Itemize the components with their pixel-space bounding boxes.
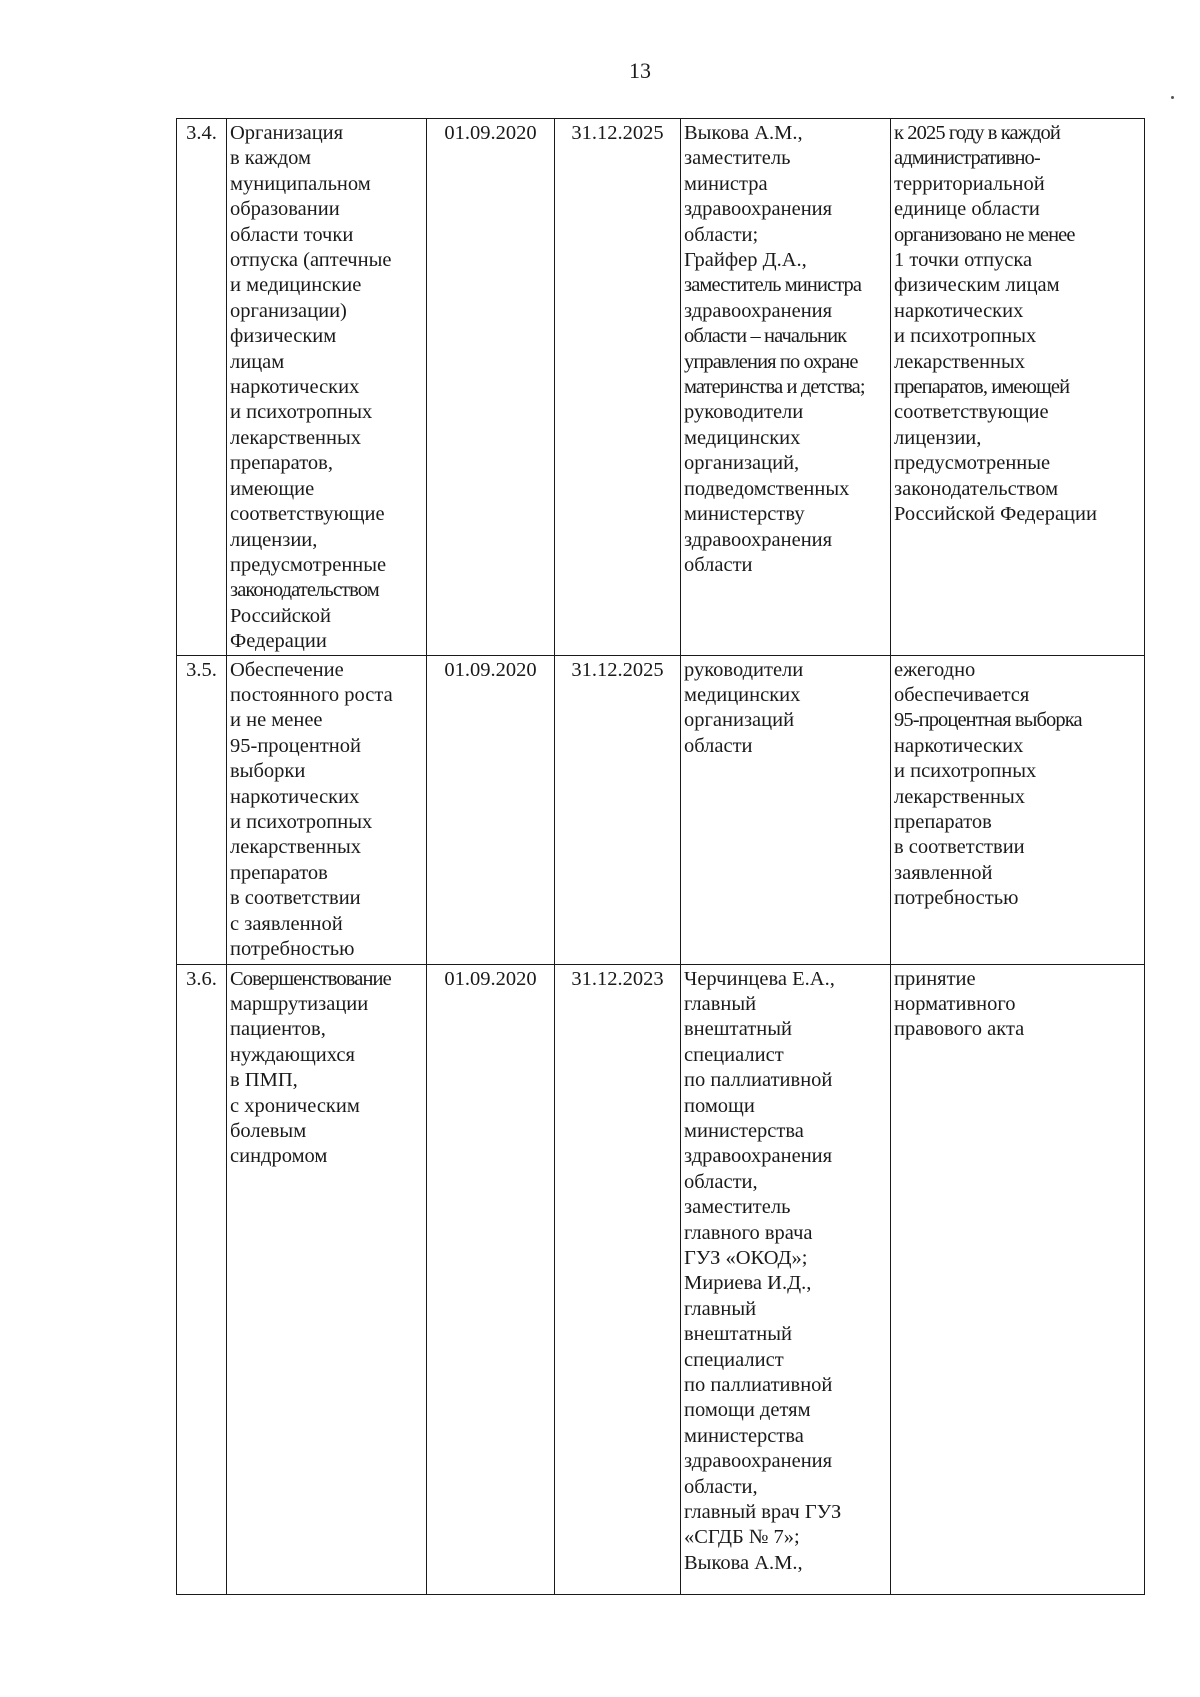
table-row bbox=[177, 119, 1145, 656]
measures-table bbox=[176, 118, 1145, 1595]
responsible-cell: Черчинцева Е.А., главный внештатный специалист по паллиативной помощи министерства здравоохранения области, заместитель главного врача ГУЗ «ОКОД»; Мириева И.Д., главный внештатный специалист по паллиативной помощи детям министерства здравоохранения области, главный врач ГУЗ «СГДБ № 7»; Выкова А.М., bbox=[681, 964, 891, 1594]
event-cell: Обеспечение постоянного роста и не менее 95-процентной выборки наркотических и психотропных лекарственных препаратов в соответствии с заявленной потребностью bbox=[227, 655, 427, 964]
row-number: 3.4. bbox=[177, 119, 227, 656]
result-cell: ежегодно обеспечивается 95-процентная выборка наркотических и психотропных лекарственных препаратов в соответствии заявленной потребностью bbox=[891, 655, 1145, 964]
row-number: 3.6. bbox=[177, 964, 227, 1594]
table-row bbox=[177, 964, 1145, 1594]
row-number: 3.5. bbox=[177, 655, 227, 964]
start-date: 01.09.2020 bbox=[427, 119, 555, 656]
responsible-cell: руководители медицинских организаций области bbox=[681, 655, 891, 964]
scan-speck bbox=[1171, 96, 1174, 99]
start-date: 01.09.2020 bbox=[427, 655, 555, 964]
result-cell: принятие нормативного правового акта bbox=[891, 964, 1145, 1594]
end-date: 31.12.2023 bbox=[555, 964, 681, 1594]
table-row bbox=[177, 655, 1145, 964]
event-cell: Совершенствование маршрутизации пациентов, нуждающихся в ПМП, с хроническим болевым синдромом bbox=[227, 964, 427, 1594]
page-number: 13 bbox=[629, 58, 651, 83]
responsible-cell: Выкова А.М., заместитель министра здравоохранения области; Грайфер Д.А., заместитель министра здравоохранения области – начальник управления по охране материнства и детства; руководители медицинских организаций, подведомственных министерству здравоохранения области bbox=[681, 119, 891, 656]
end-date: 31.12.2025 bbox=[555, 655, 681, 964]
event-cell: Организация в каждом муниципальном образовании области точки отпуска (аптечные и медицинские организации) физическим лицам наркотических и психотропных лекарственных препаратов, имеющие соответствующие лицензии, предусмотренные законодательством Российской Федерации bbox=[227, 119, 427, 656]
start-date: 01.09.2020 bbox=[427, 964, 555, 1594]
end-date: 31.12.2025 bbox=[555, 119, 681, 656]
result-cell: к 2025 году в каждой административно- территориальной единице области организовано не менее 1 точки отпуска физическим лицам наркотических и психотропных лекарственных препаратов, имеющей соответствующие лицензии, предусмотренные законодательством Российской Федерации bbox=[891, 119, 1145, 656]
